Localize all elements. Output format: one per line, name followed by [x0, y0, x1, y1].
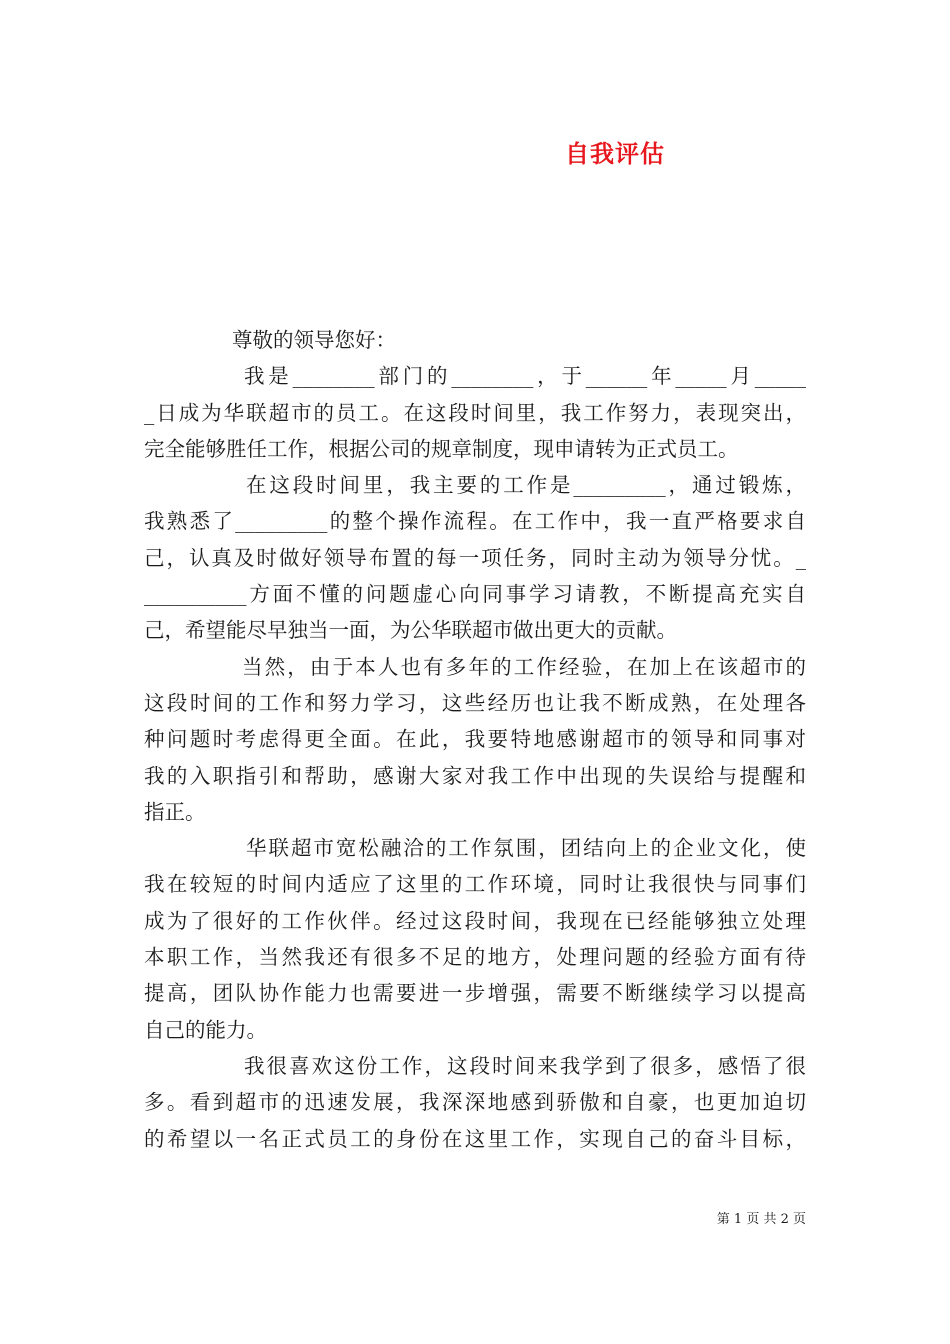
- paragraph-line: 指正。: [144, 799, 206, 824]
- paragraph-line: 这段时间的工作和努力学习，这些经历也让我不断成熟，在处理各: [144, 690, 806, 715]
- paragraph-line: 种问题时考虑得更全面。在此，我要特地感谢超市的领导和同事对: [144, 727, 806, 752]
- document-body: [144, 322, 806, 1157]
- paragraph-line: 己，希望能尽早独当一面，为公华联超市做出更大的贡献。: [144, 618, 677, 643]
- paragraph-line: 多。看到超市的迅速发展，我深深地感到骄傲和自豪，也更加迫切: [144, 1090, 806, 1115]
- paragraph-line: 完全能够胜任工作，根据公司的规章制度，现申请转为正式员工。: [144, 436, 739, 461]
- paragraph-line: 成为了很好的工作伙伴。经过这段时间，我现在已经能够独立处理: [144, 908, 806, 933]
- paragraph-line: _日成为华联超市的员工。在这段时间里，我工作努力，表现突出，: [144, 400, 806, 425]
- salutation-line: 尊敬的领导您好：: [232, 328, 396, 352]
- paragraph-line: 在这段时间里，我主要的工作是_________，通过锻炼，: [246, 473, 806, 498]
- paragraph-line: 当然，由于本人也有多年的工作经验，在加上在该超市的: [242, 654, 806, 679]
- paragraph-line: 我是________部门的________，于______年_____月_____: [244, 364, 806, 389]
- paragraph-line: __________方面不懂的问题虚心向同事学习请教，不断提高充实自: [144, 582, 806, 607]
- paragraph-line: 自己的能力。: [144, 1017, 267, 1042]
- paragraph-line: 己，认真及时做好领导布置的每一项任务，同时主动为领导分忧。_: [144, 545, 806, 570]
- document-title: 自我评估: [565, 139, 665, 168]
- paragraph-line: 提高，团队协作能力也需要进一步增强，需要不断继续学习以提高: [144, 981, 806, 1006]
- paragraph-line: 我熟悉了_________的整个操作流程。在工作中，我一直严格要求自: [144, 509, 806, 534]
- paragraph-line: 本职工作，当然我还有很多不足的地方，处理问题的经验方面有待: [144, 945, 806, 970]
- paragraph-line: 我的入职指引和帮助，感谢大家对我工作中出现的失误给与提醒和: [144, 763, 806, 788]
- paragraph-line: 华联超市宽松融洽的工作氛围，团结向上的企业文化，使: [246, 836, 806, 861]
- paragraph-line: 的希望以一名正式员工的身份在这里工作，实现自己的奋斗目标，: [144, 1126, 806, 1151]
- page-number-footer: 第 1 页 共 2 页: [716, 1212, 806, 1227]
- paragraph-line: 我在较短的时间内适应了这里的工作环境，同时让我很快与同事们: [144, 872, 806, 897]
- paragraph-line: 我很喜欢这份工作，这段时间来我学到了很多，感悟了很: [244, 1053, 806, 1078]
